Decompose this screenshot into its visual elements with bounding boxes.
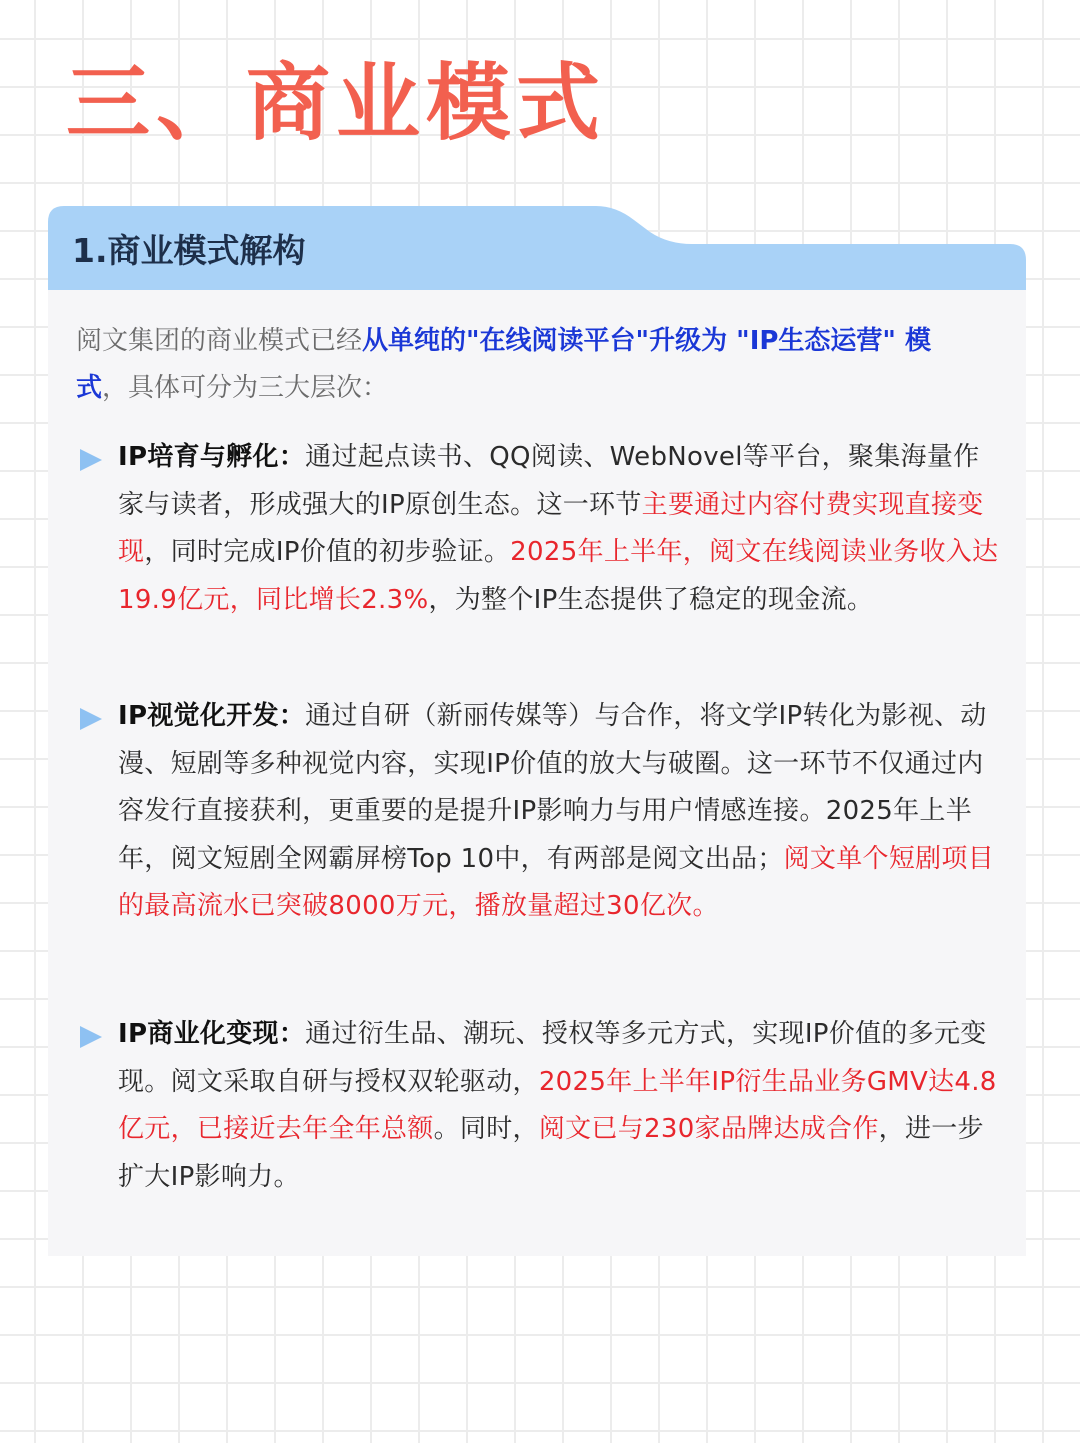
bullet-body: 。同时， [433, 1114, 539, 1144]
triangle-right-icon [80, 449, 102, 471]
bullet-body: 通过起点读书、QQ阅读、WebNovel等平台，聚集海量作家与读者，形成强大的IP原创生态。这一环节 [118, 442, 980, 520]
bullet-highlight: 主要通过内容付费实现直接变现 [118, 489, 984, 567]
bullet-highlight: 阅文已与230家品牌达成合作 [538, 1114, 879, 1144]
bullet-body: ，进一步扩大IP影响力。 [118, 1114, 984, 1192]
bullet-heading: IP视觉化开发： [118, 701, 306, 731]
intro-text-start: 阅文集团的商业模式已经 [76, 326, 363, 356]
bullet-text [118, 693, 1002, 931]
intro-paragraph [76, 318, 976, 412]
bullet-body: ，为整个IP生态提供了稳定的现金流。 [428, 584, 874, 615]
bullet-body: 通过自研（新丽传媒等）与合作，将文学IP转化为影视、动漫、短剧等多种视觉内容，实现IP价值的放大与破圈。这一环节不仅通过内容发行直接获利，更重要的是提升IP影响力与用户情感连接。2025年上半年，阅文短剧全网霸屏榜Top 10中，有两部是阅文出品； [118, 701, 987, 874]
intro-text-end: ，具体可分为三大层次： [102, 373, 389, 403]
bullet-body: ，同时完成IP价值的初步验证。 [144, 537, 511, 567]
intro-highlight: 从单纯的"在线阅读平台"升级为 "IP生态运营" 模式 [76, 326, 932, 403]
bullet-text [118, 1011, 1002, 1201]
bullet-text [118, 434, 1002, 624]
bullet-highlight: 2025年上半年，阅文在线阅读业务收入达19.9亿元，同比增长2.3% [118, 537, 999, 615]
bullet-highlight: 阅文单个短剧项目的最高流水已突破8000万元，播放量超过30亿次。 [118, 843, 995, 921]
section-title: 1.商业模式解构 [72, 231, 306, 270]
triangle-right-icon [80, 708, 102, 730]
bullet-body: 通过衍生品、潮玩、授权等多元方式，实现IP价值的多元变现。阅文采取自研与授权双轮驱动， [118, 1019, 987, 1097]
bullet-heading: IP商业化变现： [118, 1019, 306, 1049]
bullet-heading: IP培育与孵化： [118, 442, 306, 472]
page-title: 三、商业模式 [66, 53, 607, 152]
triangle-right-icon [80, 1026, 102, 1048]
bullet-highlight: 2025年上半年IP衍生品业务GMV达4.8亿元，已接近去年全年总额 [118, 1066, 997, 1144]
